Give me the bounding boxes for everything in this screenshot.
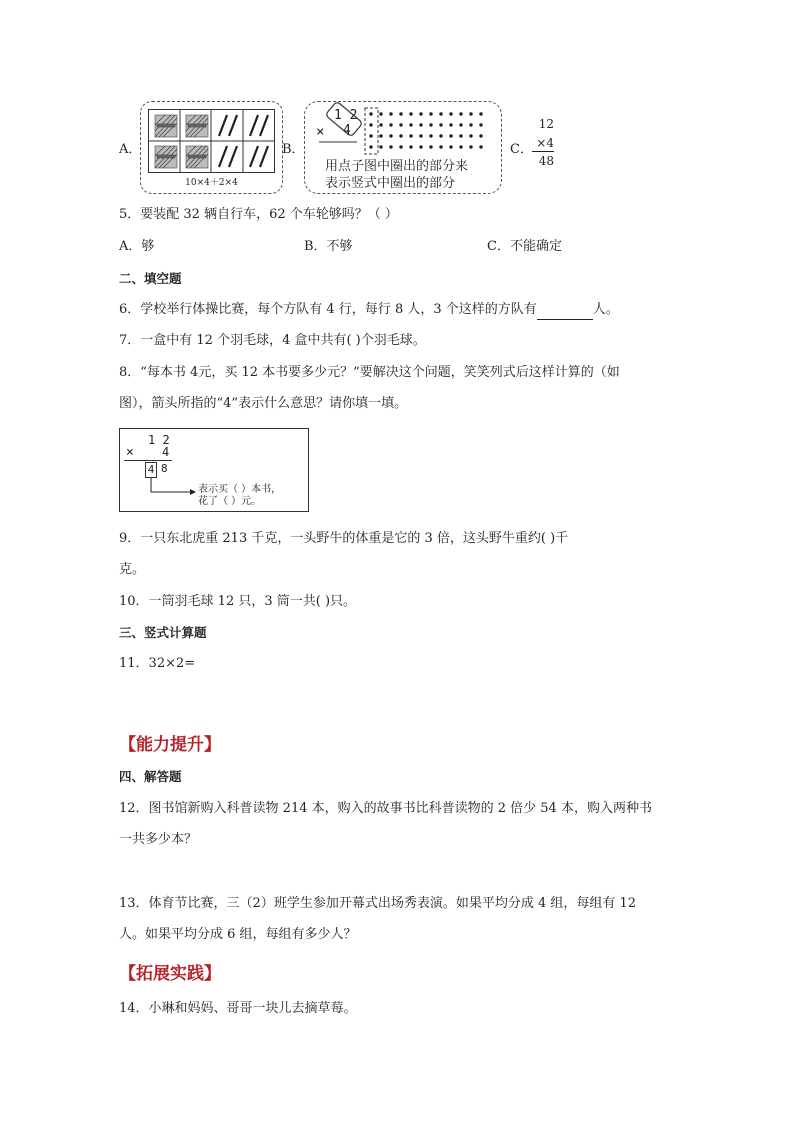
q8-top: 1 2 [148,433,170,447]
dot [389,134,392,137]
dot [419,112,422,115]
q8-line1: 8．“每本书 4元，买 12 本书要多少元？”要解决这个问题，笑笑列式后这样计算的（如 [119,365,620,380]
section-fill-in-heading: 二、填空题 [119,271,182,286]
dot [419,145,422,148]
q5-option-b[interactable]: B．不够 [304,239,353,254]
dot [429,145,432,148]
dot [479,134,482,137]
dot [479,145,482,148]
dot [439,145,442,148]
dot [459,134,462,137]
dot [409,123,412,126]
q4-c-result: 48 [538,154,554,168]
dot [399,134,402,137]
dot [449,134,452,137]
q4-b-factor-top: 1 2 [334,108,358,123]
dot [459,145,462,148]
bundle-grid-drawing [149,110,274,172]
q6-text-before: 6．学校举行体操比赛，每个方队有 4 行，每行 8 人，3 个这样的方队有 [119,302,537,317]
q6-text-after: 人。 [592,302,619,317]
q4-b-note-line2: 表示竖式中圈出的部分 [325,176,456,191]
dot [369,123,372,126]
dot [399,145,402,148]
q5-text: 5．要装配 32 辆自行车，62 个车轮够吗？（ ） [119,207,398,222]
dot [429,123,432,126]
dot [369,145,372,148]
q4-option-b-label[interactable]: B． [282,142,305,157]
q4-b-note-line1: 用点子图中圈出的部分来 [325,159,469,174]
dot [429,112,432,115]
dot [459,123,462,126]
q8-line2: 图），箭头所指的“4”表示什么意思？请你填一填。 [119,396,408,411]
dot [409,112,412,115]
dot [449,123,452,126]
q9-line1: 9．一只东北虎重 213 千克，一头野牛的体重是它的 3 倍，这头野牛重约( )千 [119,531,569,546]
dot [379,123,382,126]
section-vertical-calc-heading: 三、竖式计算题 [119,625,207,640]
q8-digit: 8 [161,462,168,475]
q10-text: 10．一筒羽毛球 12 只，3 筒一共( )只。 [119,594,357,609]
q4-option-c-figure [532,117,554,168]
bundle-grid [148,109,275,173]
q12-line2: 一共多少本？ [119,832,198,847]
dot [419,134,422,137]
dot [479,123,482,126]
q4-option-b-figure [304,101,502,194]
q8-mult: 4 [162,445,170,459]
q5-option-a[interactable]: A．够 [119,239,155,254]
dot [399,123,402,126]
dot [469,112,472,115]
q8-note1: 表示买（ ）本书， [198,484,282,495]
dot [459,112,462,115]
dot [449,145,452,148]
section-answer-heading: 四、解答题 [119,769,182,784]
q4-c-mid: ×4 [532,136,554,152]
q6-text [119,301,619,320]
dot [379,145,382,148]
dot [439,134,442,137]
q8-note2: 花了（ ）元。 [198,496,262,507]
q4-option-a-label[interactable]: A． [119,142,142,157]
q4-option-a-caption: 10×4＋2×4 [185,178,238,188]
q13-line1: 13．体育节比赛，三（2）班学生参加开幕式出场秀表演。如果平均分成 4 组，每组有 12 [119,896,637,911]
dot [399,112,402,115]
q11-text: 11．32×2= [119,656,196,671]
q12-line1: 12．图书馆新购入科普读物 214 本，购入的故事书比科普读物的 2 倍少 54 本，购入两种书 [119,801,652,816]
dot [469,134,472,137]
dot [379,112,382,115]
q9-line2: 克。 [119,562,146,577]
dot [469,123,472,126]
q8-figure [119,428,309,512]
q5-option-c[interactable]: C．不能确定 [487,239,562,254]
dot [439,123,442,126]
q4-option-c-label[interactable]: C． [510,142,533,157]
q7-text: 7．一盒中有 12 个羽毛球，4 盒中共有( )个羽毛球。 [119,333,426,348]
q4-b-times: × [316,124,325,140]
q4-b-factor-bottom: 4 [343,123,351,138]
dot [479,112,482,115]
q8-boxed-digit: 4 [145,462,157,478]
dot [469,145,472,148]
dot [409,145,412,148]
q8-times: × [126,445,134,460]
q6-answer-blank[interactable] [537,301,593,320]
dot [419,123,422,126]
dot [409,134,412,137]
dot [389,123,392,126]
dot [379,134,382,137]
dot [369,112,372,115]
extension-section-header: 【拓展实践】 [119,964,221,984]
dot [429,134,432,137]
q4-option-a-figure [140,101,283,194]
q14-text: 14．小琳和妈妈、哥哥一块儿去摘草莓。 [119,1001,357,1016]
dot [439,112,442,115]
dot [389,112,392,115]
dot [369,134,372,137]
dot [389,145,392,148]
q13-line2: 人。如果平均分成 6 组，每组有多少人？ [119,927,357,942]
dot [449,112,452,115]
ability-section-header: 【能力提升】 [119,735,221,755]
q4-c-top: 12 [538,117,554,131]
